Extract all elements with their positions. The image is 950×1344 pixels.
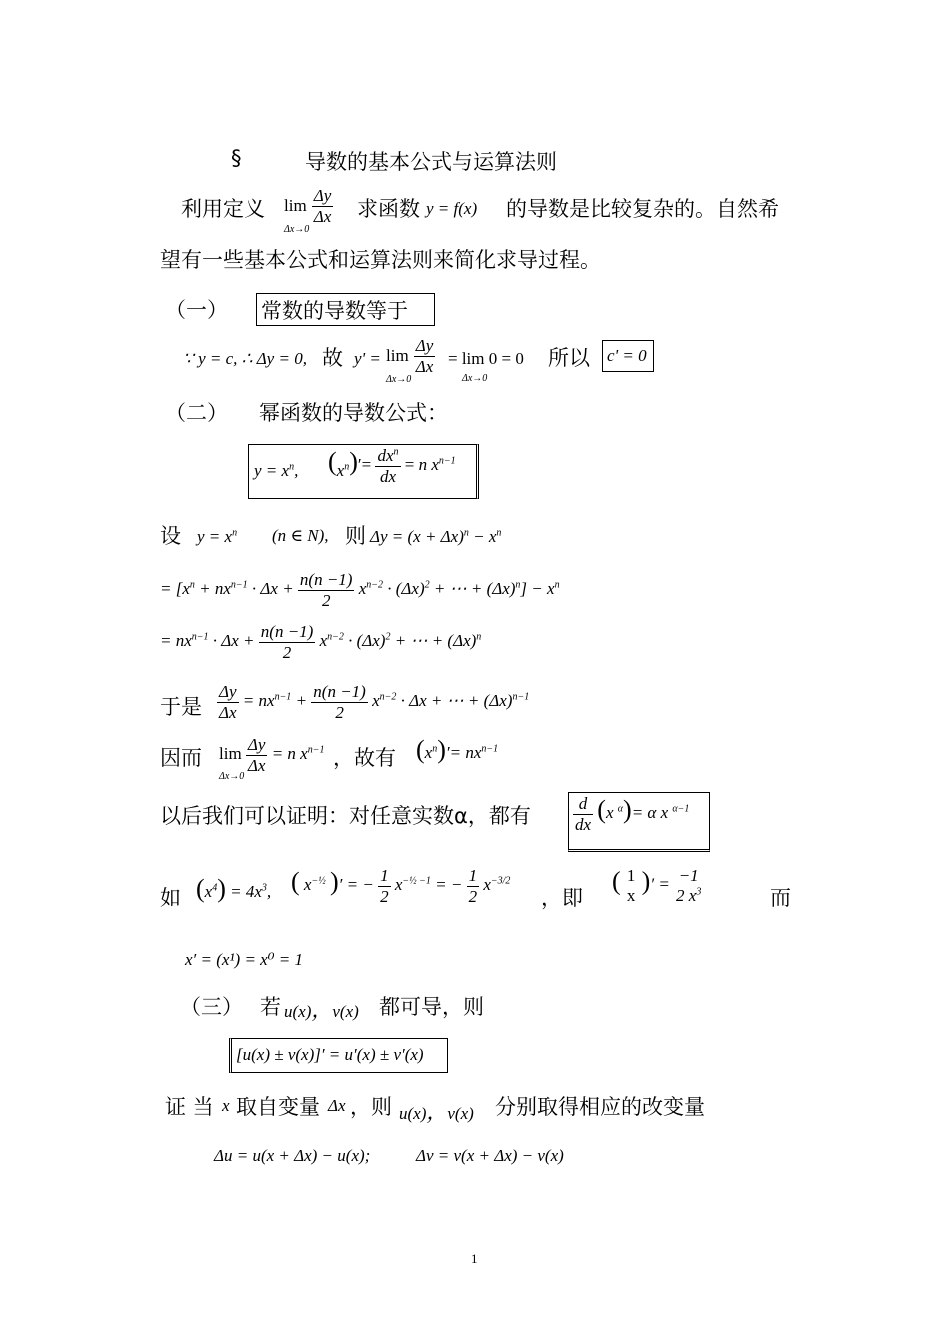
var-dx: Δx	[328, 1096, 346, 1115]
power-assumption: $y = x^n$	[197, 527, 238, 546]
and-word: 而	[770, 886, 791, 910]
intro-text-2: 求函数	[357, 197, 420, 221]
example-word: 如	[160, 886, 181, 910]
section-2-label: （二）	[165, 401, 228, 425]
let-word: 设	[160, 524, 181, 548]
intro-text-1: 利用定义	[181, 197, 265, 221]
proof-text-3: 分别取得相应的改变量	[495, 1095, 705, 1119]
section-1-label: （一）	[165, 298, 228, 322]
section-2-heading: 幂函数的导数公式：	[259, 401, 448, 425]
section-symbol: §	[231, 146, 242, 170]
natural-condition: (n ∈ N),	[272, 526, 329, 545]
difference-quotient: $\frac{\Delta y}{\Delta x}$ = $nx^{n-1}$ + $\frac{n(n -1)}{2}$ $x^{n-2} \cdot \Delta x$ + ⋯ + $(\Delta x)^{n-1}$	[219, 682, 530, 722]
intro-text-3: 的导数是比较复杂的。自然希	[506, 197, 779, 221]
general-rule: $\frac{d}{dx}$ (x $^\alpha$)= α x $^{\alpha-1}$	[575, 794, 690, 834]
section-1-heading: 常数的导数等于	[261, 299, 408, 323]
proof-uv: u(x)，v(x)	[399, 1100, 474, 1124]
then-word: 则	[345, 524, 366, 548]
delta-v: Δv = v(x + Δx) − v(x)	[416, 1146, 564, 1165]
proof-intro: 证 当	[165, 1095, 214, 1119]
so-have-word: ，故有	[333, 746, 396, 770]
function-expression: y = f(x)	[426, 199, 478, 218]
namely-word: ，即	[541, 886, 583, 910]
constant-derivative-lhs: y' =	[354, 349, 381, 368]
constant-limit-under: Δx→0	[462, 373, 488, 384]
ux-vx: u(x)，v(x)	[284, 998, 359, 1022]
expansion-line-2: = $nx^{n-1} \cdot \Delta x$ + $\frac{n(n -1)}{2}$ $x^{n-2} \cdot (\Delta x)^2$ + ⋯ + $(\Delta x)^n$	[160, 622, 482, 662]
if-word: 若	[260, 995, 281, 1019]
expansion-line-1: = [$x^n + nx^{n-1} \cdot \Delta x$ + $\frac{n(n -1)}{2}$ $x^{n-2} \cdot (\Delta x)^2$ + ⋯ + $(\Delta x)^n] - x^n$	[160, 570, 560, 610]
example-sqrt: ( $x^{-\frac{1}{2}}$ )′ = − $\frac{1}{2}$ $x^{-\frac{1}{2} -1}$ = − $\frac{1}{2}$ $x^{-3/2}$	[291, 866, 511, 906]
proof-text-1: 取自变量	[236, 1095, 320, 1119]
hence-word: 于是	[160, 695, 202, 719]
var-x: x	[222, 1096, 230, 1115]
therefore-word: 故	[322, 346, 343, 370]
constant-premise: ∵ y = c, ∴ Δy = 0,	[183, 349, 307, 368]
section-3-label: （三）	[180, 995, 243, 1019]
intro-text-line2: 望有一些基本公式和运算法则来简化求导过程。	[160, 248, 601, 272]
proof-text-2: ，则	[350, 1095, 392, 1119]
limit-definition: lim $\frac{\Delta y}{\Delta x}$ Δx→0	[284, 186, 332, 235]
limit-result: lim $\frac{\Delta y}{\Delta x}$ = n $x^{n-1}$ Δx→0	[219, 735, 325, 782]
example-reciprocal: ( 1 x )′ = −1 2 $x^3$	[612, 866, 702, 905]
page-number: 1	[471, 1251, 478, 1266]
power-rule-derivative: $(x^n)'=$ $\frac{dx^n}{dx}$ = n $x^{n-1}$	[328, 446, 456, 486]
power-rule-left: $y = x^n$,	[254, 461, 299, 480]
sum-rule: [u(x) ± v(x)]′ = u′(x) ± v′(x)	[236, 1045, 424, 1064]
constant-limit-zero: = lim 0 = 0	[448, 349, 524, 368]
delta-u: Δu = u(x + Δx) − u(x);	[214, 1146, 371, 1165]
constant-result: c' = 0	[607, 346, 647, 365]
delta-y-expression: $\Delta y = (x + \Delta x)^n - x^n$	[370, 527, 502, 546]
thus-word: 因而	[160, 746, 202, 770]
example-x4: $(x^4) = 4x^3$,	[196, 874, 272, 903]
so-word: 所以	[548, 346, 590, 370]
general-statement: 以后我们可以证明：对任意实数α，都有	[160, 804, 531, 828]
differentiable-text: 都可导，则	[379, 995, 484, 1019]
constant-limit: lim $\frac{\Delta y}{\Delta x}$ Δx→0	[386, 336, 434, 385]
power-derivative-result: $(x^n)'= nx^{n-1}$	[416, 735, 499, 764]
page-title: 导数的基本公式与运算法则	[305, 150, 557, 174]
example-x1: x′ = (x¹) = x⁰ = 1	[185, 950, 304, 969]
